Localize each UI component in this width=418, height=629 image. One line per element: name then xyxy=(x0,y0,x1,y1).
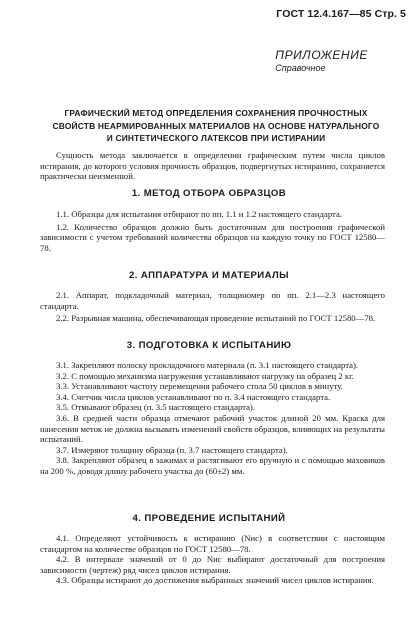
appendix-label xyxy=(275,48,368,73)
section-heading: 3. ПОДГОТОВКА К ИСПЫТАНИЮ xyxy=(126,340,292,351)
paragraph: 3.3. Устанавливают частоту перемещения рабочего стола 50 циклов в минуту. xyxy=(56,381,343,392)
appendix-type: Справочное xyxy=(275,63,326,73)
section-heading: 1. МЕТОД ОТБОРА ОБРАЗЦОВ xyxy=(131,188,287,199)
paragraph: 3.4. Счетчик числа циклов устанавливают по п. 3.4 настоящего стандарта. xyxy=(56,391,331,402)
section-heading: 2. АППАРАТУРА И МАТЕРИАЛЫ xyxy=(129,270,289,281)
intro-block xyxy=(40,150,385,182)
paragraph: 4.3. Образцы истирают до достижения выбранных значений чисел циклов истирания. xyxy=(56,575,374,586)
paragraph: 3.5. Отмывают образец (п. 3.5 настоящего стандарта). xyxy=(56,402,256,413)
paragraph: 3.7. Измеряют толщину образца (п. 3.7 настоящего стандарта). xyxy=(56,444,288,455)
section-body xyxy=(40,290,385,324)
title-line: ГРАФИЧЕСКИЙ МЕТОД ОПРЕДЕЛЕНИЯ СОХРАНЕНИЯ ПРОЧНОСТНЫХ xyxy=(64,108,368,118)
section-body xyxy=(40,209,385,253)
document-title xyxy=(46,107,386,145)
title-line: СВОЙСТВ НЕАРМИРОВАННЫХ МАТЕРИАЛОВ НА ОСНОВЕ НАТУРАЛЬНОГО xyxy=(52,120,380,131)
title-line: И СИНТЕТИЧЕСКОГО ЛАТЕКСОВ ПРИ ИСТИРАНИИ xyxy=(106,133,326,143)
paragraph: 1.1. Образцы для испытания отбирают по пп. 1.1 и 1.2 настоящего стандарта. xyxy=(56,209,342,219)
section-body xyxy=(40,360,385,477)
paragraph: 3.6. В средней части образца отмечают рабочий участок длиной 20 мм. Краска для нанесения меток не должна вызывать изменений свойств образцов, влияющих на результаты испытаний. xyxy=(40,412,385,445)
appendix-title: ПРИЛОЖЕНИЕ xyxy=(275,48,368,62)
paragraph: 3.1. Закрепляют полоску прокладочного материала (п. 3.1 настоящего стандарта). xyxy=(56,360,359,370)
section-heading: 4. ПРОВЕДЕНИЕ ИСПЫТАНИЙ xyxy=(132,513,286,524)
paragraph: 4.1. Определяют устойчивость к истиранию (Nиc) в соответствии с настоящим стандартом на количестве образцов по ГОСТ 12580—78. xyxy=(40,533,385,554)
intro-paragraph: Сущность метода заключается в определении графическим путем числа циклов истирания, до которого условия прочность образцов, подвергнутых истиранию, сохраняется практически неизменной. xyxy=(40,150,385,182)
page-header: ГОСТ 12.4.167—85 Стр. 5 xyxy=(276,8,406,20)
paragraph: 2.2. Разрывная машина, обеспечивающая проведение испытаний по ГОСТ 12580—78. xyxy=(56,313,376,324)
paragraph: 2.1. Аппарат, подкладочный материал, толщиномер по пп. 2.1—2.3 настоящего стандарта. xyxy=(40,290,385,311)
paragraph: 1.2. Количество образцов должно быть достаточным для построения графической зависимости с учетом требований количества образцов на каждую точку по ГОСТ 12580—78. xyxy=(40,221,385,253)
section-body xyxy=(40,533,385,586)
paragraph: 4.2. В интервале значений от 0 до Nиc выбирают достаточный для построения зависимости (чертеж) ряд чисел циклов истирания. xyxy=(40,554,385,575)
paragraph: 3.8. Закрепляют образец в зажимах и растягивают его вручную и с помощью маховиков на 200 %, доводя длину рабочего участка до (60±2) мм. xyxy=(40,455,385,476)
paragraph: 3.2. С помощью механизма нагружения устанавливают нагрузку на образец 2 кг. xyxy=(56,370,354,381)
